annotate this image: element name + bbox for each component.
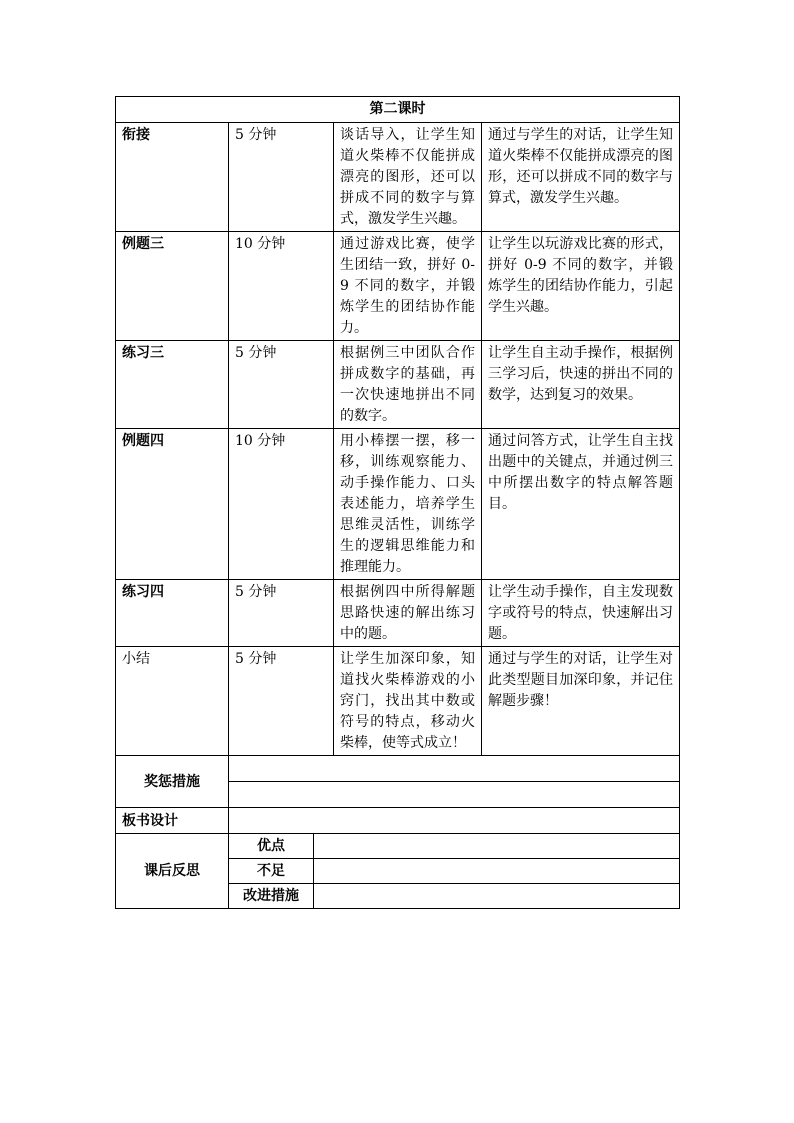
reflection-weakness-label: 不足 xyxy=(229,859,314,884)
purpose-cell: 通过与学生的对话，让学生对此类型题目加深印象，并记住解题步骤！ xyxy=(482,647,680,756)
reflection-improvement-label: 改进措施 xyxy=(229,884,314,909)
purpose-cell: 让学生动手操作，自主发现数字或符号的特点，快速解出习题。 xyxy=(482,580,680,647)
rewards-label: 奖惩措施 xyxy=(116,756,229,808)
activity-cell: 让学生加深印象，知道找火柴棒游戏的小窍门，找出其中数或符号的特点，移动火柴棒，使等式成立！ xyxy=(334,647,482,756)
purpose-cell: 让学生以玩游戏比赛的形式，拼好 0-9 不同的数字，并锻炼学生的团结协作能力，引起学生兴趣。 xyxy=(482,232,680,341)
reflection-label: 课后反思 xyxy=(116,834,229,909)
time-cell: 10 分钟 xyxy=(229,232,334,341)
activity-cell: 用小棒摆一摆，移一移，训练观察能力、动手操作能力、口头表述能力，培养学生思维灵活性，训练学生的逻辑思维能力和推理能力。 xyxy=(334,429,482,580)
activity-cell: 通过游戏比赛，使学生团结一致，拼好 0-9 不同的数字，并锻炼学生的团结协作能力。 xyxy=(334,232,482,341)
table-row xyxy=(116,429,680,580)
rewards-content-2[interactable] xyxy=(229,782,680,808)
time-cell: 10 分钟 xyxy=(229,429,334,580)
time-cell: 5 分钟 xyxy=(229,341,334,429)
purpose-cell: 通过与学生的对话，让学生知道火柴棒不仅能拼成漂亮的图形，还可以拼成不同的数字与算式，激发学生兴趣。 xyxy=(482,123,680,232)
activity-cell: 根据例三中团队合作拼成数字的基础，再一次快速地拼出不同的数字。 xyxy=(334,341,482,429)
time-cell: 5 分钟 xyxy=(229,580,334,647)
lesson-title: 第二课时 xyxy=(116,97,680,123)
stage-cell: 练习三 xyxy=(116,341,229,429)
reflection-improvement-content[interactable] xyxy=(314,884,680,909)
board-design-content[interactable] xyxy=(229,808,680,834)
table-row xyxy=(116,580,680,647)
time-cell: 5 分钟 xyxy=(229,123,334,232)
board-design-row xyxy=(116,808,680,834)
lesson-plan-table xyxy=(115,96,680,909)
stage-cell: 小结 xyxy=(116,647,229,756)
table-row xyxy=(116,341,680,429)
reflection-strengths-content[interactable] xyxy=(314,834,680,859)
rewards-content-1[interactable] xyxy=(229,756,680,782)
table-row xyxy=(116,232,680,341)
purpose-cell: 通过问答方式，让学生自主找出题中的关键点，并通过例三中所摆出数字的特点解答题目。 xyxy=(482,429,680,580)
reflection-weakness-content[interactable] xyxy=(314,859,680,884)
stage-cell: 例题四 xyxy=(116,429,229,580)
activity-cell: 根据例四中所得解题思路快速的解出练习中的题。 xyxy=(334,580,482,647)
table-row xyxy=(116,647,680,756)
stage-cell: 练习四 xyxy=(116,580,229,647)
time-cell: 5 分钟 xyxy=(229,647,334,756)
activity-cell: 谈话导入，让学生知道火柴棒不仅能拼成漂亮的图形，还可以拼成不同的数字与算式，激发学生兴趣。 xyxy=(334,123,482,232)
reflection-strengths-label: 优点 xyxy=(229,834,314,859)
board-design-label: 板书设计 xyxy=(116,808,229,834)
reflection-row xyxy=(116,834,680,859)
stage-cell: 衔接 xyxy=(116,123,229,232)
rewards-row xyxy=(116,756,680,782)
table-row xyxy=(116,123,680,232)
purpose-cell: 让学生自主动手操作，根据例三学习后，快速的拼出不同的数学，达到复习的效果。 xyxy=(482,341,680,429)
title-row xyxy=(116,97,680,123)
stage-cell: 例题三 xyxy=(116,232,229,341)
